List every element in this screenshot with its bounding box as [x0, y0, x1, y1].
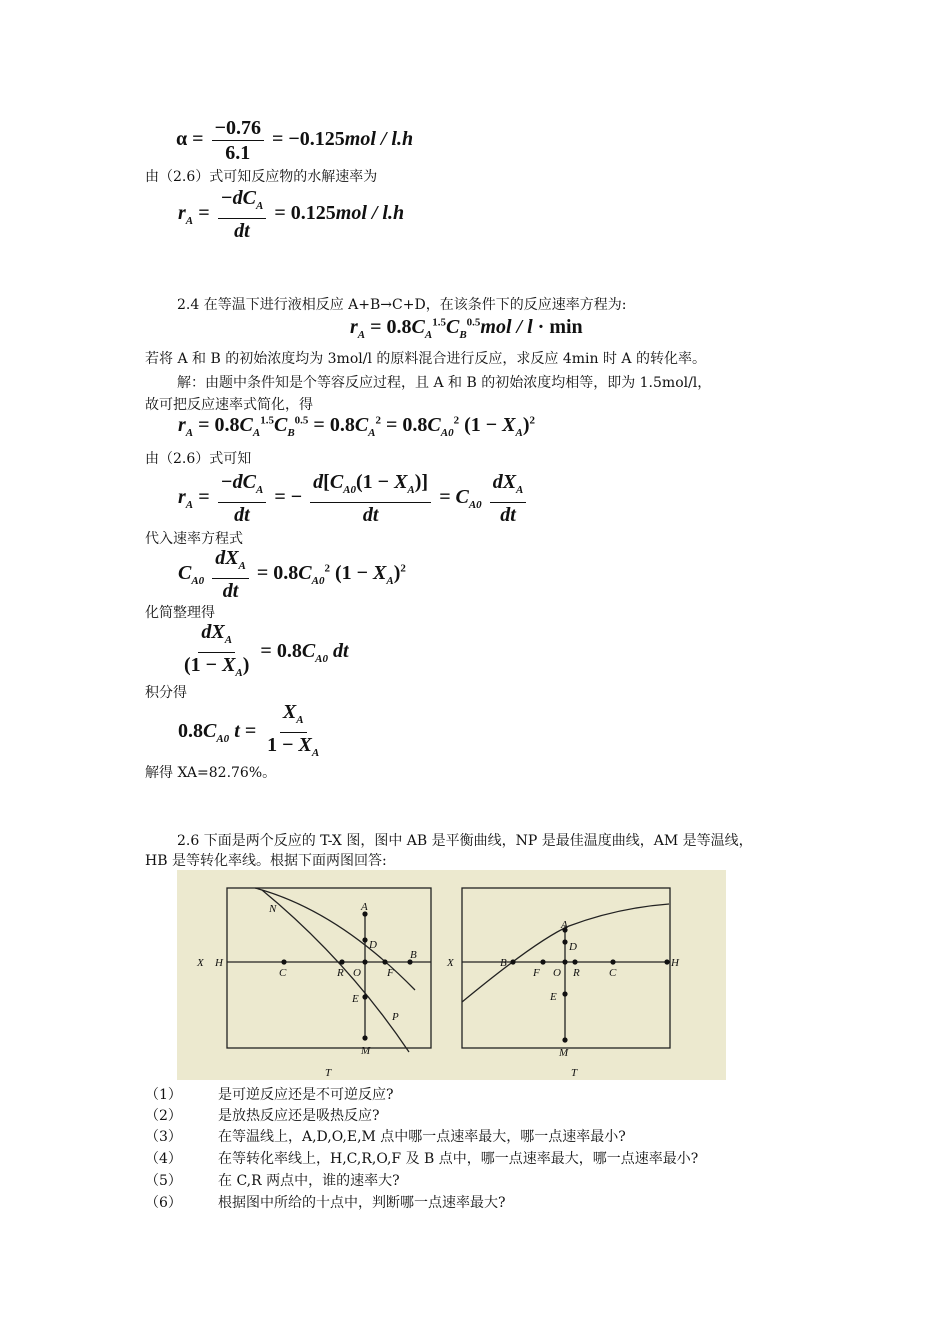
question-6-number: （6） [145, 1195, 182, 1211]
left-label-C: C [279, 967, 287, 979]
left-frame [227, 888, 431, 1048]
left-label-M: M [361, 1045, 371, 1057]
right-label-D: D [569, 941, 577, 953]
text-substitute: 代入速率方程式 [145, 531, 243, 547]
left-tx-diagram [227, 888, 431, 1052]
right-label-T: T [571, 1067, 578, 1079]
question-5-text: 在 C,R 两点中，谁的速率大? [218, 1173, 400, 1189]
right-label-M: M [559, 1047, 569, 1059]
question-3-text: 在等温线上，A,D,O,E,M 点中哪一点速率最大，哪一点速率最小? [218, 1129, 626, 1145]
right-label-E: E [550, 991, 557, 1003]
right-label-A: A [561, 919, 568, 931]
right-point-R [572, 959, 577, 964]
question-5-number: （5） [145, 1173, 182, 1189]
result-line: 解得 XA=82.76%。 [145, 765, 277, 781]
problem-2-4-ask: 若将 A 和 B 的初始浓度均为 3mol/l 的原料混合进行反应，求反应 4min 时 A 的转化率。 [145, 351, 706, 367]
right-point-B [510, 959, 515, 964]
left-label-D: D [369, 939, 377, 951]
left-label-E: E [352, 993, 359, 1005]
right-point-O [562, 959, 567, 964]
problem-2-4-title: 2.4 在等温下进行液相反应 A+B→C+D，在该条件下的反应速率方程为: [177, 297, 627, 313]
text-line-1: 由（2.6）式可知反应物的水解速率为 [145, 169, 378, 185]
substitution-equation: $C_{A0}$ $\frac{dX_A}{dt}$ = $0.8C_{A0}^2$ $(1 - X_A)^2$ [178, 547, 406, 602]
question-1-text: 是可逆反应还是不可逆反应? [218, 1087, 394, 1103]
left-label-X: X [197, 957, 204, 969]
problem-2-6-line-2: HB 是等转化率线。根据下面两图回答: [145, 853, 387, 869]
left-label-F: F [387, 967, 394, 979]
right-point-F [540, 959, 545, 964]
derivative-equation: $r_A$ = $\frac{-dC_A}{dt}$ = − $\frac{d[C_{A0}(1 - X_A)]}{dt}$ = $C_{A0}$ $\frac{dX_A}{dt}$ [178, 470, 529, 527]
right-label-X: X [447, 957, 454, 969]
left-point-M [362, 1035, 367, 1040]
right-label-O: O [553, 967, 561, 979]
text-integrate: 积分得 [145, 685, 187, 701]
left-label-R: R [337, 967, 344, 979]
tx-diagram-svg [177, 870, 726, 1080]
right-label-F: F [533, 967, 540, 979]
left-label-N: N [269, 903, 277, 915]
right-label-H: H [671, 957, 679, 969]
alpha-equation: α = $\frac{-0.76}{6.1}$ = −0.125mol / l.h [176, 117, 414, 164]
separated-equation: $\frac{dX_A}{(1 - X_A)}$ = $0.8C_{A0}$ dt [184, 621, 349, 679]
question-4-number: （4） [145, 1151, 182, 1167]
question-3-number: （3） [145, 1129, 182, 1145]
right-label-C: C [609, 967, 617, 979]
text-simplify: 化简整理得 [145, 605, 215, 621]
right-frame [462, 888, 670, 1048]
left-label-T: T [325, 1067, 332, 1079]
question-1-number: （1） [145, 1087, 182, 1103]
solution-line-2: 故可把反应速率式简化，得 [145, 397, 313, 413]
left-label-P: P [392, 1011, 399, 1023]
question-6-text: 根据图中所给的十点中，判断哪一点速率最大? [218, 1195, 506, 1211]
right-point-C [610, 959, 615, 964]
question-2-number: （2） [145, 1108, 182, 1124]
right-point-E [562, 991, 567, 996]
left-label-H: H [215, 957, 223, 969]
simplified-rate-equation: $r_A = 0.8C_A^{1.5}C_B^{0.5} = 0.8C_A^2 = 0.8C_{A0}^2$ $(1 - X_A)^2$ [178, 414, 536, 439]
solution-line-1: 解：由题中条件知是个等容反应过程，且 A 和 B 的初始浓度均相等，即为 1.5mol/l， [177, 375, 712, 391]
problem-2-6-line-1: 2.6 下面是两个反应的 T-X 图，图中 AB 是平衡曲线，NP 是最佳温度曲线，AM 是等温线， [177, 833, 753, 849]
right-tx-diagram [462, 888, 670, 1048]
left-point-R [339, 959, 344, 964]
tx-diagram-figure [177, 870, 726, 1080]
left-point-C [281, 959, 286, 964]
left-point-E [362, 994, 367, 999]
left-point-D [362, 937, 367, 942]
left-point-F [382, 959, 387, 964]
left-label-B: B [410, 949, 417, 961]
right-label-B: B [500, 957, 507, 969]
left-point-O [362, 959, 367, 964]
right-label-R: R [573, 967, 580, 979]
text-from-2-6: 由（2.6）式可知 [145, 451, 252, 467]
question-2-text: 是放热反应还是吸热反应? [218, 1108, 380, 1124]
right-point-M [562, 1037, 567, 1042]
rate-equation-1: $r_A$ = $\frac{-dC_A}{dt}$ = 0.125mol / l.h [178, 187, 405, 242]
right-point-H [664, 959, 669, 964]
left-label-O: O [353, 967, 361, 979]
question-4-text: 在等转化率线上，H,C,R,O,F 及 B 点中，哪一点速率最大，哪一点速率最小? [218, 1151, 699, 1167]
rate-law-equation: $r_A = 0.8C_A^{1.5}C_B^{0.5}mol / l \cdot \min$ [350, 316, 583, 341]
integrated-equation: $0.8C_{A0}$ t = $\frac{X_A}{1 - X_A}$ [178, 701, 320, 759]
left-label-A: A [361, 901, 368, 913]
right-point-D [562, 939, 567, 944]
